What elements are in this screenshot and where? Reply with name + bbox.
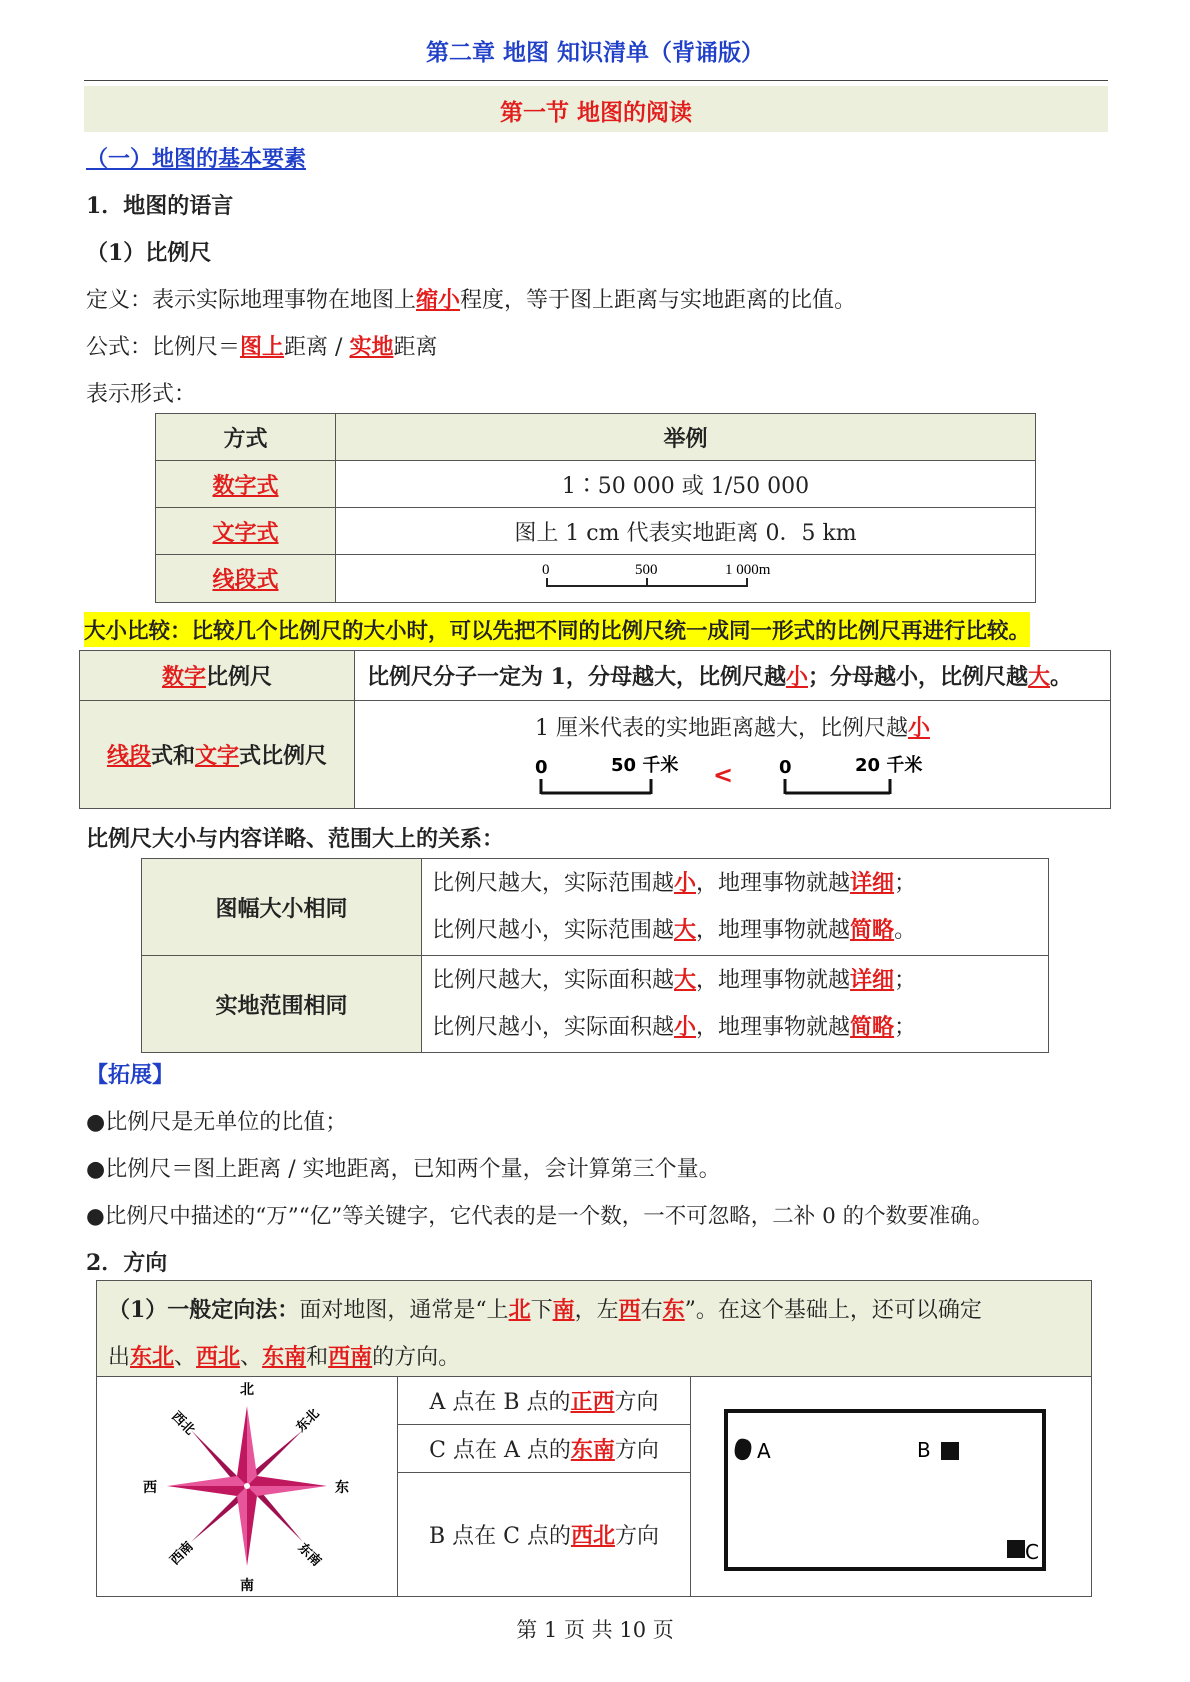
compass-sw: 西南 (167, 1538, 197, 1568)
direction-example-post: 方向 (614, 1438, 659, 1463)
point-a-marker (735, 1438, 752, 1459)
relation-k2: 简略 (850, 917, 895, 943)
direction-example (398, 1425, 691, 1473)
compass-cell (97, 1377, 398, 1597)
compass-e: 东 (335, 1479, 349, 1496)
compare-label-key1: 线段 (106, 743, 151, 769)
direction-k: 东 (662, 1297, 685, 1323)
relation-line (432, 907, 1047, 954)
scale-a-zero: 0 (535, 757, 548, 778)
compass-ne: 东北 (293, 1405, 323, 1435)
segment-label-0: 0 (542, 562, 550, 578)
relation-k1: 小 (674, 870, 697, 896)
formula-key1: 图上 (240, 334, 285, 360)
compare-seg-key: 小 (907, 714, 930, 741)
direction-text-line1 (108, 1293, 982, 1324)
forms-example-numeric: 1∶50 000 或 1/50 000 (336, 461, 1036, 508)
extension-item: ●比例尺中描述的“万”“亿”等关键字，它代表的是一个数，一不可忽略，二补 0 的个数要准确。 (86, 1204, 994, 1229)
direction-k: 西 (618, 1297, 641, 1323)
direction-k: 西南 (328, 1344, 373, 1370)
relation-label-2: 实地范围相同 (142, 956, 422, 1053)
compare-label-numeric (80, 651, 355, 701)
extension-item: ●比例尺是无单位的比值； (86, 1110, 348, 1135)
direction-table (96, 1376, 1092, 1597)
scale-a-label: 50 千米 (611, 755, 679, 776)
direction-example-post: 方向 (614, 1524, 659, 1549)
relation-line (432, 860, 1047, 907)
forms-type-text: 文字式 (212, 519, 279, 546)
compare-key1: 小 (785, 664, 808, 690)
forms-type-cell (156, 508, 336, 555)
direction-example-pre: C 点在 A 点的 (429, 1438, 571, 1463)
relation-post: ； (894, 1015, 917, 1040)
relation-post: 。 (894, 918, 917, 943)
heading-direction: 2．方向 (86, 1250, 168, 1276)
compare-label-segment (80, 701, 355, 809)
direction-t: 右 (640, 1298, 663, 1323)
compass-rose (97, 1378, 397, 1596)
relation-post: ； (894, 871, 917, 896)
definition-post: 程度，等于图上距离与实地距离的比值。 (460, 288, 857, 313)
extension-title: 【拓展】 (86, 1062, 175, 1088)
relation-mid: ，地理事物就越 (696, 871, 851, 896)
definition-text (86, 283, 856, 314)
page-title: 第二章 地图 知识清单（背诵版） (425, 39, 764, 66)
compare-table (79, 650, 1111, 809)
direction-example (398, 1473, 691, 1597)
relation-pre: 比例尺越大，实际面积越 (432, 968, 675, 993)
points-map (691, 1378, 1089, 1596)
direction-t: 的方向。 (372, 1345, 461, 1370)
definition-key: 缩小 (416, 287, 461, 313)
direction-t: 、 (174, 1345, 197, 1370)
point-c-label: C (1025, 1539, 1039, 1564)
relation-mid: ，地理事物就越 (696, 1015, 851, 1040)
forms-type-segment: 线段式 (212, 567, 279, 593)
heading-scale: （1）比例尺 (86, 240, 212, 266)
formula-text (86, 330, 437, 361)
relation-line (432, 1004, 1047, 1051)
compass-nw: 西北 (168, 1408, 198, 1438)
compare-text-mid: ；分母越小，比例尺越 (807, 664, 1028, 690)
relation-title: 比例尺大小与内容详略、范围大上的关系： (86, 826, 505, 852)
relation-label-1: 图幅大小相同 (142, 859, 422, 956)
direction-example-pre: B 点在 C 点的 (428, 1524, 571, 1549)
formula-mid: 距离 / (284, 335, 350, 360)
compare-text-post: 。 (1050, 664, 1073, 690)
relation-mid: ，地理事物就越 (696, 918, 851, 943)
compare-text-segment (355, 701, 1111, 809)
direction-k: 东北 (130, 1344, 175, 1370)
relation-k2: 详细 (850, 967, 895, 993)
relation-pre: 比例尺越大，实际范围越 (432, 871, 675, 896)
point-b-label: B (917, 1437, 931, 1462)
relation-k1: 大 (674, 967, 697, 993)
title-divider (84, 80, 1108, 81)
relation-pre: 比例尺越小，实际范围越 (432, 918, 675, 943)
forms-example-text: 图上 1 cm 代表实地距离 0．5 km (336, 508, 1036, 555)
forms-type-cell (156, 461, 336, 508)
compare-seg-pre: 1 厘米代表的实地距离越大，比例尺越 (534, 715, 908, 741)
forms-type-cell (156, 555, 336, 603)
formula-pre: 公式：比例尺＝ (86, 335, 241, 360)
direction-t: ”。在这个基础上，还可以确定 (684, 1298, 982, 1323)
direction-example-post: 方向 (614, 1390, 659, 1415)
relation-mid: ，地理事物就越 (696, 968, 851, 993)
compare-label-numeric-rest: 比例尺 (206, 664, 273, 690)
formula-key2: 实地 (349, 334, 394, 360)
relation-pre: 比例尺越小，实际面积越 (432, 1015, 675, 1040)
compare-label-key2: 文字 (195, 743, 240, 769)
compare-segment-sentence (356, 711, 1109, 742)
relation-line (432, 957, 1047, 1004)
relation-text-1 (422, 859, 1049, 956)
segment-label-1000: 1 000m (725, 562, 771, 578)
forms-table (155, 413, 1036, 603)
formula-post: 距离 (393, 335, 438, 360)
heading-map-language: 1．地图的语言 (86, 193, 234, 219)
relation-k2: 详细 (850, 870, 895, 896)
direction-k: 东南 (262, 1344, 307, 1370)
direction-example-key: 正西 (570, 1389, 615, 1415)
compass-n: 北 (240, 1381, 254, 1398)
forms-header-type: 方式 (156, 414, 336, 461)
direction-t: ，左 (574, 1298, 619, 1323)
definition-pre: 定义：表示实际地理事物在地图上 (86, 288, 417, 313)
compass-se: 东南 (294, 1540, 324, 1570)
forms-header-example: 举例 (336, 414, 1036, 461)
direction-example-pre: A 点在 B 点的 (429, 1390, 571, 1415)
relation-post: ； (894, 968, 917, 993)
direction-t: 、 (240, 1345, 263, 1370)
less-than-symbol: < (713, 761, 734, 789)
direction-t: 下 (530, 1298, 553, 1323)
section-title: 第一节 地图的阅读 (499, 99, 692, 126)
compare-label-mid: 式和 (150, 743, 195, 769)
extension-item: ●比例尺＝图上距离 / 实地距离，已知两个量，会计算第三个量。 (86, 1157, 721, 1182)
point-c-marker (1007, 1540, 1025, 1558)
direction-k: 南 (552, 1297, 575, 1323)
compare-scale-diagram (355, 753, 1113, 803)
compare-key2: 大 (1028, 664, 1051, 690)
direction-t: 面对地图，通常是“上 (299, 1298, 509, 1323)
segment-scale-bar (337, 556, 1034, 601)
direction-k: 北 (508, 1297, 531, 1323)
scale-b-label: 20 千米 (855, 755, 923, 776)
point-b-marker (941, 1442, 959, 1460)
compass-s: 南 (240, 1577, 254, 1594)
relation-table (141, 858, 1049, 1053)
forms-type-numeric: 数字式 (212, 472, 279, 499)
subsection-title: （一）地图的基本要素 (86, 146, 307, 172)
relation-text-2 (422, 956, 1049, 1053)
compass-w: 西 (143, 1479, 157, 1496)
compare-text-numeric (355, 651, 1111, 701)
direction-t: 出 (108, 1345, 131, 1370)
compare-note: 大小比较：比较几个比例尺的大小时，可以先把不同的比例尺统一成同一形式的比例尺再进行比较。 (84, 612, 1030, 647)
compare-text-pre: 比例尺分子一定为 1，分母越大，比例尺越 (367, 664, 786, 690)
compare-label-numeric-key: 数字 (161, 664, 206, 690)
direction-example-key: 东南 (570, 1437, 615, 1463)
direction-k: 西北 (196, 1344, 241, 1370)
relation-k1: 小 (674, 1014, 697, 1040)
segment-label-500: 500 (635, 562, 658, 578)
scale-b-zero: 0 (779, 757, 792, 778)
point-a-label: A (757, 1438, 771, 1463)
relation-k2: 简略 (850, 1014, 895, 1040)
direction-lead: （1）一般定向法： (108, 1297, 300, 1323)
direction-t: 和 (306, 1345, 329, 1370)
page-footer: 第 1 页 共 10 页 (516, 1618, 674, 1642)
points-map-cell (691, 1377, 1092, 1597)
direction-example (398, 1377, 691, 1425)
compare-label-rest: 式比例尺 (239, 743, 328, 769)
relation-k1: 大 (674, 917, 697, 943)
forms-example-segment (336, 555, 1036, 603)
direction-example-key: 西北 (570, 1523, 615, 1549)
forms-label: 表示形式： (86, 382, 197, 407)
direction-text-line2 (108, 1340, 460, 1371)
